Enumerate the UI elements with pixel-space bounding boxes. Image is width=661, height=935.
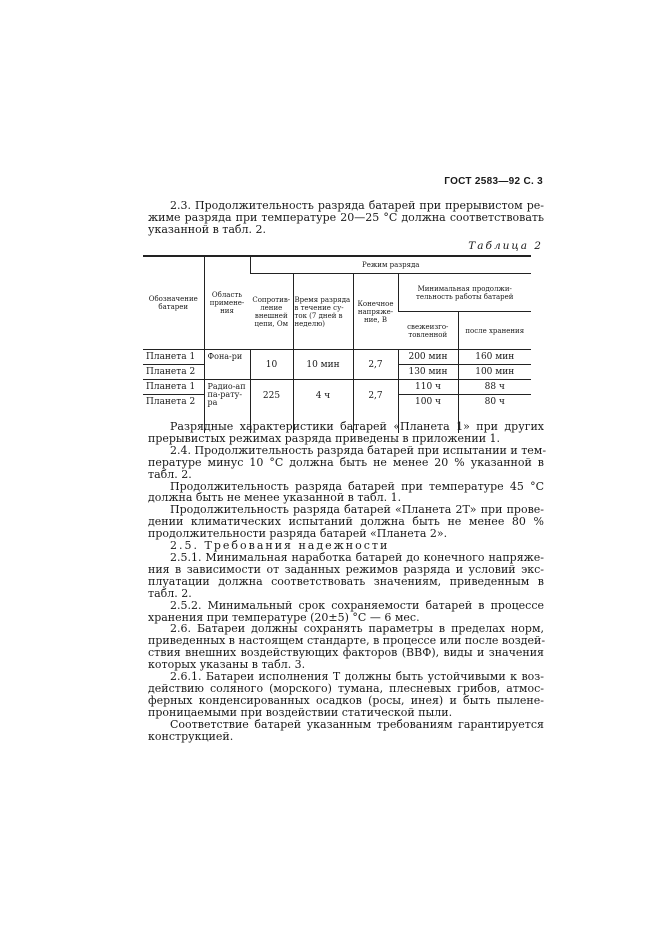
text-line: 2.5.2. Минимальный срок сохраняемости батарей в процессе <box>170 598 544 612</box>
text-line: 2.6.1. Батареи исполнения Т должны быть устойчивыми к воз- <box>170 670 544 684</box>
cell-time: 4 ч <box>293 380 353 433</box>
cell-resistance: 10 <box>250 350 293 380</box>
text-line: продолжительности разряда батарей «Планета 2». <box>148 527 448 541</box>
col-header-voltage: Конечное напряже-ние, В <box>353 274 398 350</box>
text-line: плуатации должна соответствовать значениям, приведенным в <box>148 574 544 588</box>
text-line: Разрядные характеристики батарей «Планета 1» при других <box>170 420 544 433</box>
text-line: ферных конденсированных осадков (росы, инея) и быть пылене- <box>148 693 544 707</box>
text-line: действию соляного (морского) тумана, плесневых грибов, атмос- <box>148 681 544 695</box>
paragraph-2-3 <box>148 200 544 236</box>
text-line: жиме разряда при температуре 20—25 °С должна соответствовать <box>148 210 544 224</box>
text-line: 2.5. Требования надежности <box>170 539 390 553</box>
cell-designation: Планета 1 <box>143 350 204 365</box>
cell-designation: Планета 2 <box>146 397 196 407</box>
text-line: табл. 2. <box>148 586 192 600</box>
col-header-fresh: свежеизго-товленной <box>407 322 449 339</box>
cell-designation: Планета 2 <box>146 367 196 377</box>
cell-fresh: 110 ч <box>398 380 458 395</box>
cell-after-storage: 80 ч <box>458 395 531 433</box>
table-2 <box>143 255 531 433</box>
col-header-min-duration: Минимальная продолжи-тельность работы батарей <box>398 274 531 312</box>
text-line: дении климатических испытаний должна быть не менее 80 % <box>148 515 544 529</box>
text-line: должна быть не менее указанной в табл. 1. <box>148 491 402 505</box>
cell-after-storage: 88 ч <box>458 380 531 395</box>
col-header-resistance: Сопротив-ление внешней цепи, Ом <box>252 295 291 328</box>
text-line: проницаемыми при воздействии статической пыли. <box>148 705 453 719</box>
text-line: хранения при температуре (20±5) °С — 6 мес. <box>148 610 420 624</box>
text-line: Соответствие батарей указанным требованиям гарантируется <box>170 717 544 731</box>
col-header-time: Время разряда в течение су-ток (7 дней в неделю) <box>293 274 353 350</box>
text-line: пературе минус 10 °С должна быть не менее 20 % указанной в <box>148 455 544 469</box>
table-row <box>143 350 531 365</box>
cell-area: Фона-ри <box>204 350 250 380</box>
cell-area: Радио-аппа-рату-ра <box>204 380 250 433</box>
col-header-after-storage: после хранения <box>458 312 531 350</box>
text-line: Продолжительность разряда батарей «Планета 2Т» при прове- <box>170 503 544 517</box>
text-line: 2.4. Продолжительность разряда батарей при испытании и тем- <box>170 443 547 457</box>
col-header-area: Область примене-ния <box>204 256 250 350</box>
text-line: приведенных в настоящем стандарте, в процессе или после воздей- <box>148 634 546 648</box>
cell-fresh: 200 мин <box>398 350 458 365</box>
text-line: 2.6. Батареи должны сохранять параметры в пределах норм, <box>170 622 544 636</box>
text-line: прерывистых режимах разряда приведены в приложении 1. <box>148 431 501 445</box>
text-line: конструкцией. <box>148 729 234 743</box>
cell-fresh: 100 ч <box>398 395 458 433</box>
table-caption: Таблица 2 <box>468 240 543 252</box>
text-line: 2.5.1. Минимальная наработка батарей до конечного напряже- <box>170 550 544 564</box>
text-line: 2.3. Продолжительность разряда батарей при прерывистом ре- <box>170 199 544 212</box>
text-line: Продолжительность разряда батарей при температуре 45 °С <box>170 479 544 493</box>
text-line: ния в зависимости от заданных режимов разряда и условий экс- <box>148 562 544 576</box>
text-line: которых указаны в табл. 3. <box>148 658 306 672</box>
cell-voltage: 2,7 <box>353 350 398 380</box>
page-header: ГОСТ 2583—92 С. 3 <box>444 176 543 187</box>
cell-after-storage: 160 мин <box>458 350 531 365</box>
text-line: указанной в табл. 2. <box>148 222 267 236</box>
cell-resistance: 225 <box>250 380 293 433</box>
cell-after-storage: 100 мин <box>458 365 531 380</box>
cell-designation: Планета 1 <box>143 380 204 395</box>
col-header-designation: Обозначение батареи <box>143 256 204 350</box>
cell-time: 10 мин <box>293 350 353 380</box>
cell-fresh: 130 мин <box>398 365 458 380</box>
table-row <box>143 380 531 395</box>
text-line: табл. 2. <box>148 467 192 481</box>
text-line: ствия внешних воздействующих факторов (ВВФ), виды и значения <box>148 646 544 660</box>
body-text <box>148 420 547 743</box>
cell-voltage: 2,7 <box>353 380 398 433</box>
col-header-mode: Режим разряда <box>250 256 531 274</box>
